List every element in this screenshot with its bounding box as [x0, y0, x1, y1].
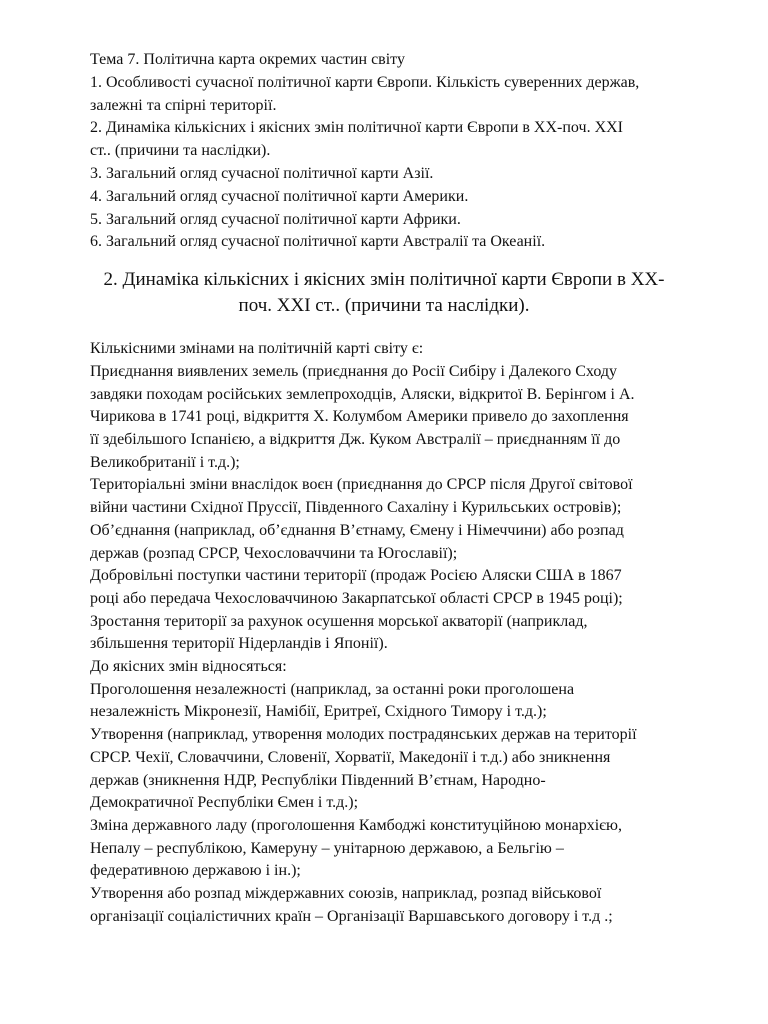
body-line: її здебільшого Іспанією, а відкриття Дж. Куком Австралії – приєднанням її до: [90, 430, 621, 448]
body-line: війни частини Східної Пруссії, Південного Сахаліну і Курильських островів);: [90, 499, 622, 517]
section-heading: [0, 267, 768, 319]
body-line: держав (розпад СРСР, Чехословаччини та Югославії);: [90, 544, 458, 562]
body-line: році або передача Чехословаччиною Закарпатської області СРСР в 1945 році);: [90, 589, 623, 607]
body-line: збільшення території Нідерландів і Японії).: [90, 635, 388, 653]
section-heading-line: поч. ХХІ ст.. (причини та наслідки).: [238, 295, 530, 317]
topic-item-1-cont: залежні та спірні території.: [90, 96, 277, 114]
body-line: незалежність Мікронезії, Намібії, Еритреї, Східного Тимору і т.д.);: [90, 703, 547, 721]
section-heading-line: 2. Динаміка кількісних і якісних змін політичної карти Європи в ХХ-: [103, 269, 665, 291]
document-page: [90, 49, 730, 928]
body-line: організації соціалістичних країн – Організації Варшавського договору і т.д .;: [90, 907, 613, 925]
topic-item-2: 2. Динаміка кількісних і якісних змін політичної карти Європи в ХХ-поч. ХХІ: [90, 119, 623, 137]
body-line: держав (зникнення НДР, Республіки Південний В’єтнам, Народно-: [90, 771, 546, 789]
body-line: Територіальні зміни внаслідок воєн (приєднання до СРСР після Другої світової: [90, 476, 633, 494]
body-line: СРСР. Чехії, Словаччини, Словенії, Хорватії, Македонії і т.д.) або зникнення: [90, 748, 611, 766]
body-line: Утворення (наприклад, утворення молодих пострадянських держав на території: [90, 726, 637, 744]
body-line: Непалу – республікою, Камеруну – унітарною державою, а Бельгію –: [90, 839, 564, 857]
body-line: федеративною державою і ін.);: [90, 862, 301, 880]
topic-item-5: 5. Загальний огляд сучасної політичної карти Африки.: [90, 210, 461, 228]
topic-item-4: 4. Загальний огляд сучасної політичної карти Америки.: [90, 187, 469, 205]
body-line: Демократичної Республіки Ємен і т.д.);: [90, 794, 359, 812]
topic-item-2-cont: ст.. (причини та наслідки).: [90, 142, 271, 160]
body-line: Утворення або розпад міждержавних союзів, наприклад, розпад військової: [90, 885, 602, 903]
body-line: Проголошення незалежності (наприклад, за останні роки проголошена: [90, 680, 575, 698]
body-line: Об’єднання (наприклад, об’єднання В’єтнаму, Ємену і Німеччини) або розпад: [90, 521, 624, 539]
topic-item-1: 1. Особливості сучасної політичної карти Європи. Кількість суверенних держав,: [90, 73, 640, 91]
body-line: Приєднання виявлених земель (приєднання до Росії Сибіру і Далекого Сходу: [90, 362, 618, 380]
body-line: Зростання території за рахунок осушення морської акваторії (наприклад,: [90, 612, 588, 630]
body-line: завдяки походам російських землепроходців, Аляски, відкритої В. Берінгом і А.: [90, 385, 635, 403]
topic-outline: [90, 49, 730, 254]
topic-title: Тема 7. Політична карта окремих частин світу: [90, 51, 405, 68]
body-line: Кількісними змінами на політичній карті світу є:: [90, 340, 424, 358]
topic-item-6: 6. Загальний огляд сучасної політичної карти Австралії та Океанії.: [90, 233, 546, 251]
body-line: Зміна державного ладу (проголошення Камбоджі конституційною монархією,: [90, 816, 622, 834]
body-text: [90, 338, 730, 928]
body-line: Чирикова в 1741 році, відкриття Х. Колумбом Америки привело до захоплення: [90, 408, 629, 426]
body-line: До якісних змін відносяться:: [90, 658, 287, 676]
body-line: Добровільні поступки частини території (продаж Росією Аляски США в 1867: [90, 567, 622, 585]
body-line: Великобританії і т.д.);: [90, 453, 240, 471]
topic-item-3: 3. Загальний огляд сучасної політичної карти Азії.: [90, 164, 434, 182]
